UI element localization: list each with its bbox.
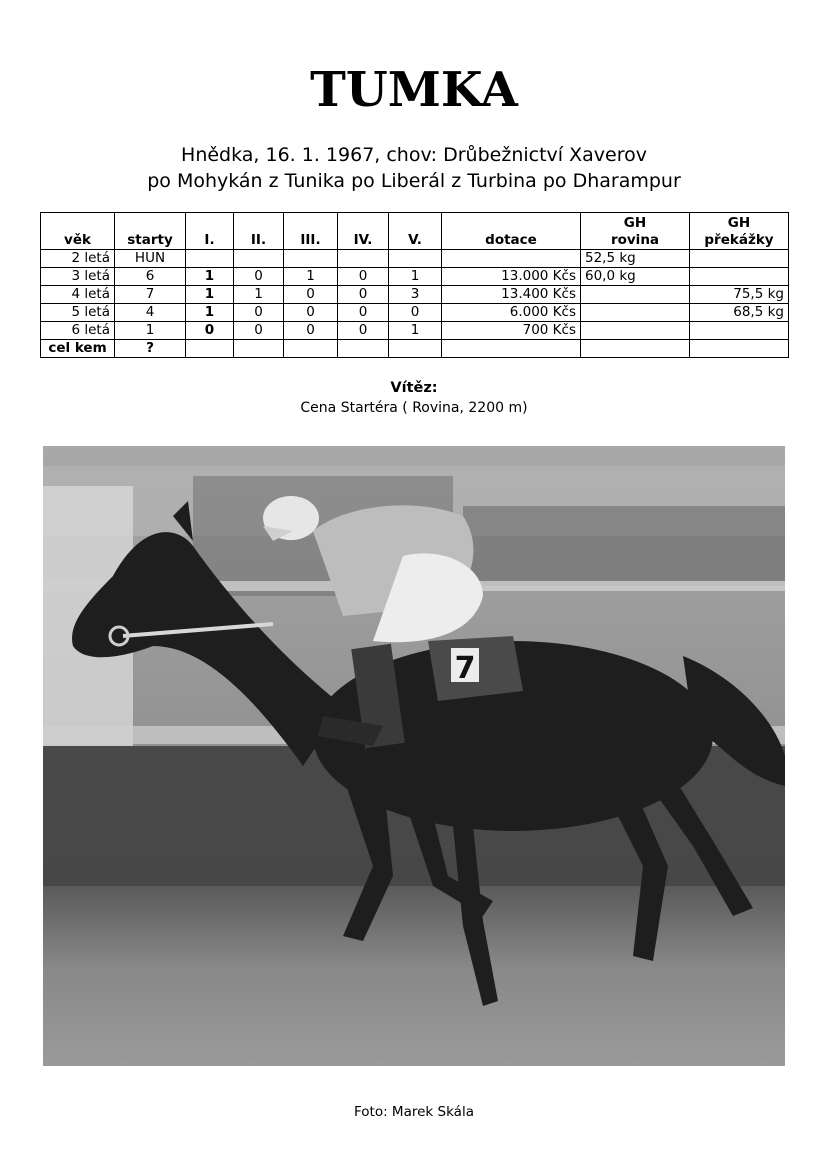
header-fourth: IV. [338, 213, 389, 250]
cell-vek: cel kem [41, 340, 115, 358]
header-gh-prekazky-top: GH [727, 215, 751, 231]
header-gh-rovina [581, 213, 690, 250]
cell-starty: 1 [115, 322, 186, 340]
photo-caption: Foto: Marek Skála [354, 1104, 474, 1120]
cell-vek: 6 letá [41, 322, 115, 340]
cell-third: 0 [284, 322, 338, 340]
header-second: II. [234, 213, 284, 250]
header-gh-prekazky [690, 213, 789, 250]
cell-gh-rovina [581, 304, 690, 322]
cell-gh-rovina: 52,5 kg [581, 250, 690, 268]
cell-second [234, 250, 284, 268]
cell-gh-prekazky [690, 268, 789, 286]
cell-dotace: 6.000 Kčs [442, 304, 581, 322]
cell-second: 0 [234, 304, 284, 322]
race-stats-table [40, 212, 789, 358]
cell-gh-prekazky [690, 340, 789, 358]
table-row [41, 286, 789, 304]
cell-vek: 3 letá [41, 268, 115, 286]
table-row [41, 268, 789, 286]
header-first: I. [186, 213, 234, 250]
cell-second [234, 340, 284, 358]
cell-fifth: 1 [389, 322, 442, 340]
cell-fourth: 0 [338, 304, 389, 322]
table-row [41, 250, 789, 268]
saddle-cloth [428, 636, 523, 701]
winner-race: Cena Startéra ( Rovina, 2200 m) [300, 400, 528, 416]
header-third: III. [284, 213, 338, 250]
header-gh-rovina-top: GH [623, 215, 647, 231]
cell-fourth [338, 250, 389, 268]
photo-illustration [43, 446, 785, 1066]
header-vek: věk [41, 213, 115, 250]
cell-third [284, 340, 338, 358]
cell-starty: ? [115, 340, 186, 358]
cell-third: 0 [284, 286, 338, 304]
cell-fourth: 0 [338, 322, 389, 340]
cell-dotace [442, 340, 581, 358]
cell-starty: HUN [115, 250, 186, 268]
cell-gh-prekazky: 68,5 kg [690, 304, 789, 322]
cell-vek: 4 letá [41, 286, 115, 304]
table-header-row [41, 213, 789, 250]
header-gh-rovina-bottom: rovina [610, 232, 660, 248]
cell-second: 1 [234, 286, 284, 304]
subtitle-pedigree: po Mohykán z Tunika po Liberál z Turbina po Dharampur [147, 170, 681, 192]
cell-starty: 6 [115, 268, 186, 286]
cell-gh-prekazky [690, 250, 789, 268]
cell-fourth [338, 340, 389, 358]
table-row-total [41, 340, 789, 358]
cell-fourth: 0 [338, 286, 389, 304]
cell-gh-rovina [581, 322, 690, 340]
subtitle-breeding: Hnědka, 16. 1. 1967, chov: Drůbežnictví Xaverov [181, 144, 647, 166]
cell-first: 0 [186, 322, 234, 340]
winner-label: Vítěz: [390, 380, 438, 396]
cell-third [284, 250, 338, 268]
cell-starty: 4 [115, 304, 186, 322]
saddle-number: 7 [454, 651, 476, 686]
cell-third: 0 [284, 304, 338, 322]
cell-fifth [389, 340, 442, 358]
cell-starty: 7 [115, 286, 186, 304]
cell-first: 1 [186, 286, 234, 304]
cell-gh-prekazky: 75,5 kg [690, 286, 789, 304]
cell-dotace [442, 250, 581, 268]
cell-third: 1 [284, 268, 338, 286]
header-fifth: V. [389, 213, 442, 250]
cell-gh-rovina [581, 286, 690, 304]
cell-gh-rovina: 60,0 kg [581, 268, 690, 286]
cell-dotace: 13.400 Kčs [442, 286, 581, 304]
cell-first [186, 250, 234, 268]
cell-fourth: 0 [338, 268, 389, 286]
header-gh-prekazky-bottom: překážky [704, 232, 774, 248]
cell-gh-prekazky [690, 322, 789, 340]
table-row [41, 322, 789, 340]
cell-vek: 5 letá [41, 304, 115, 322]
page-title: TUMKA [310, 62, 518, 118]
header-dotace: dotace [442, 213, 581, 250]
horse-race-photo [43, 446, 785, 1066]
cell-first: 1 [186, 268, 234, 286]
header-starty: starty [115, 213, 186, 250]
cell-fifth: 3 [389, 286, 442, 304]
table-row [41, 304, 789, 322]
cell-second: 0 [234, 322, 284, 340]
cell-fifth [389, 250, 442, 268]
cell-first: 1 [186, 304, 234, 322]
cell-fifth: 0 [389, 304, 442, 322]
cell-first [186, 340, 234, 358]
cell-second: 0 [234, 268, 284, 286]
cell-fifth: 1 [389, 268, 442, 286]
cell-dotace: 700 Kčs [442, 322, 581, 340]
cell-dotace: 13.000 Kčs [442, 268, 581, 286]
cell-vek: 2 letá [41, 250, 115, 268]
cell-gh-rovina [581, 340, 690, 358]
